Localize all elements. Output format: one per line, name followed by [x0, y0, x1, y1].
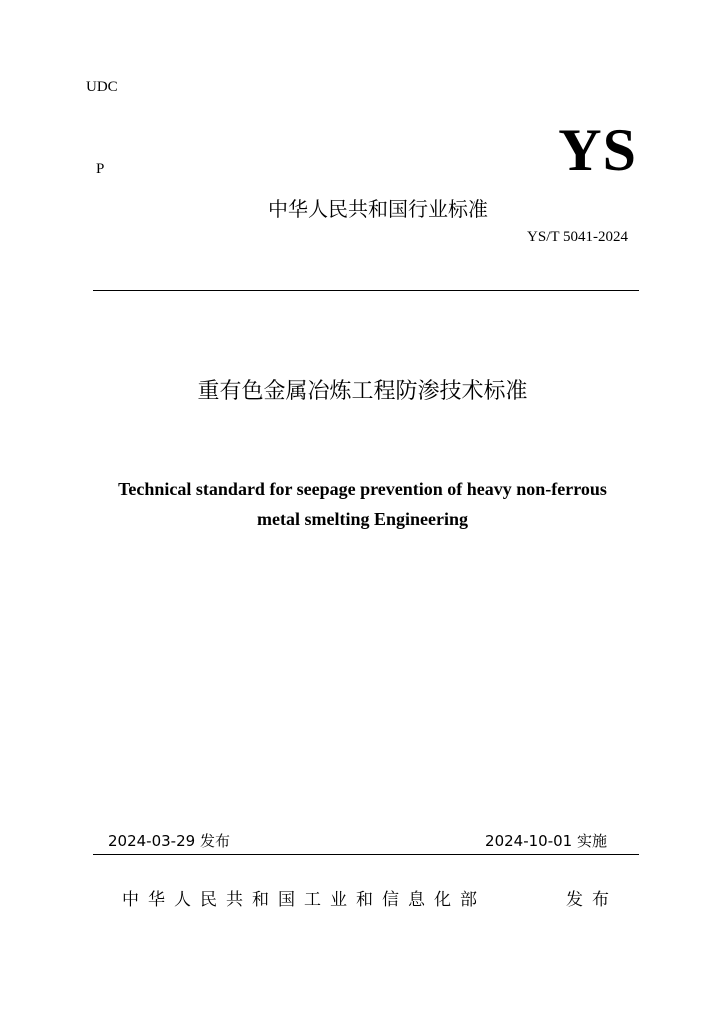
standard-code: YS/T 5041-2024 [527, 229, 628, 245]
title-english [0, 474, 725, 534]
classification-code: P [96, 161, 105, 177]
bottom-divider [93, 854, 639, 855]
ys-logo: YS [558, 117, 637, 183]
publish-date: 2024-03-29 发布 [108, 832, 230, 850]
title-english-line-2: metal smelting Engineering [257, 509, 468, 529]
implement-date: 2024-10-01 实施 [485, 832, 607, 850]
title-chinese: 重有色金属冶炼工程防渗技术标准 [197, 379, 528, 404]
issue-label: 发布 [566, 890, 618, 910]
issuing-authority: 中华人民共和国工业和信息化部 [122, 890, 486, 910]
udc-label: UDC [86, 79, 118, 95]
top-divider [93, 290, 639, 291]
organization-title: 中华人民共和国行业标准 [268, 197, 488, 221]
title-english-line-1: Technical standard for seepage prevention of heavy non-ferrous [118, 479, 607, 499]
